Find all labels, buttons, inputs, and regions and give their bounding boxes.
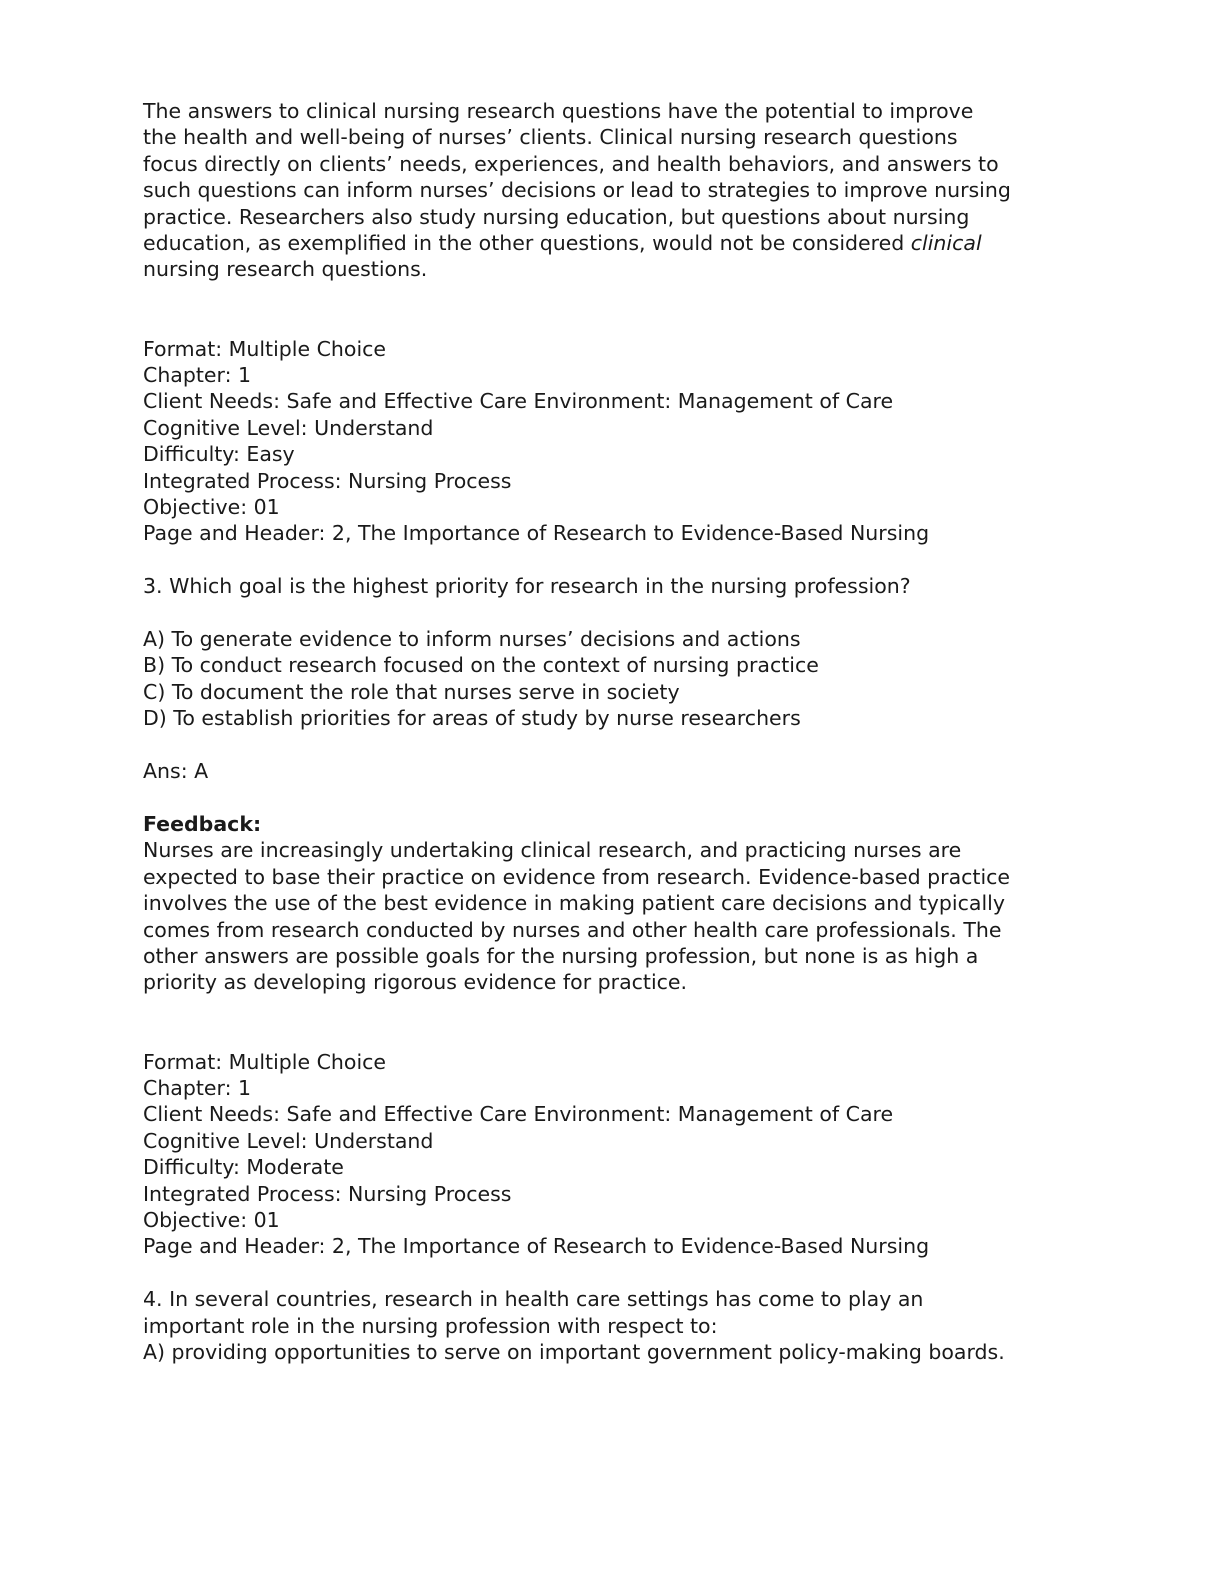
client-needs-label: Client Needs: Safe and Effective Care Environment: Management of Care (143, 1102, 894, 1127)
question-stem: important role in the nursing profession with respect to: (143, 1313, 718, 1338)
chapter-label: Chapter: 1 (143, 363, 252, 388)
format-label: Format: Multiple Choice (143, 1049, 387, 1074)
text-line: focus directly on clients’ needs, experiences, and health behaviors, and answers to (143, 151, 999, 176)
chapter-label: Chapter: 1 (143, 1075, 252, 1100)
page-header-label: Page and Header: 2, The Importance of Research to Evidence-Based Nursing (143, 521, 930, 546)
text-line: such questions can inform nurses’ decisions or lead to strategies to improve nursing (143, 178, 1011, 203)
objective-label: Objective: 01 (143, 1207, 280, 1232)
format-label: Format: Multiple Choice (143, 336, 387, 361)
intro-feedback-paragraph (143, 98, 1083, 283)
text-line: nursing research questions. (143, 257, 428, 282)
page-header-label: Page and Header: 2, The Importance of Research to Evidence-Based Nursing (143, 1234, 930, 1259)
difficulty-label: Difficulty: Moderate (143, 1155, 344, 1180)
question-stem: 3. Which goal is the highest priority for research in the nursing profession? (143, 574, 911, 599)
italic-word: clinical (910, 231, 982, 256)
feedback-heading: Feedback: (143, 811, 262, 836)
answer-option-d: D) To establish priorities for areas of study by nurse researchers (143, 706, 801, 731)
integrated-process-label: Integrated Process: Nursing Process (143, 1181, 512, 1206)
difficulty-label: Difficulty: Easy (143, 442, 295, 467)
answer-option-c: C) To document the role that nurses serve in society (143, 679, 680, 704)
text-line: practice. Researchers also study nursing education, but questions about nursing (143, 204, 970, 229)
answer-key: Ans: A (143, 759, 209, 784)
text-line: The answers to clinical nursing research questions have the potential to improve (143, 99, 974, 123)
feedback-line: priority as developing rigorous evidence for practice. (143, 970, 688, 995)
cognitive-level-label: Cognitive Level: Understand (143, 415, 434, 440)
cognitive-level-label: Cognitive Level: Understand (143, 1128, 434, 1153)
feedback-line: comes from research conducted by nurses and other health care professionals. The (143, 917, 1002, 942)
question-3 (143, 573, 1083, 995)
text-line (143, 230, 1083, 256)
feedback-line: involves the use of the best evidence in making patient care decisions and typically (143, 891, 1005, 916)
feedback-line: expected to base their practice on evidence from research. Evidence-based practice (143, 864, 1011, 889)
text-fragment: education, as exemplified in the other questions, would not be considered (143, 231, 911, 256)
objective-label: Objective: 01 (143, 495, 280, 520)
answer-option-a: A) To generate evidence to inform nurses’ decisions and actions (143, 627, 801, 652)
text-line: the health and well-being of nurses’ clients. Clinical nursing research questions (143, 125, 958, 150)
answer-option-a: A) providing opportunities to serve on important government policy-making boards. (143, 1339, 1005, 1364)
feedback-line: Nurses are increasingly undertaking clinical research, and practicing nurses are (143, 838, 962, 863)
question-metadata (143, 336, 1083, 547)
answer-option-b: B) To conduct research focused on the context of nursing practice (143, 653, 819, 678)
integrated-process-label: Integrated Process: Nursing Process (143, 468, 512, 493)
feedback-line: other answers are possible goals for the nursing profession, but none is as high a (143, 943, 979, 968)
question-4 (143, 1286, 1083, 1365)
client-needs-label: Client Needs: Safe and Effective Care Environment: Management of Care (143, 389, 894, 414)
question-stem: 4. In several countries, research in health care settings has come to play an (143, 1287, 924, 1312)
document-page (143, 98, 1083, 1365)
question-metadata (143, 1049, 1083, 1260)
